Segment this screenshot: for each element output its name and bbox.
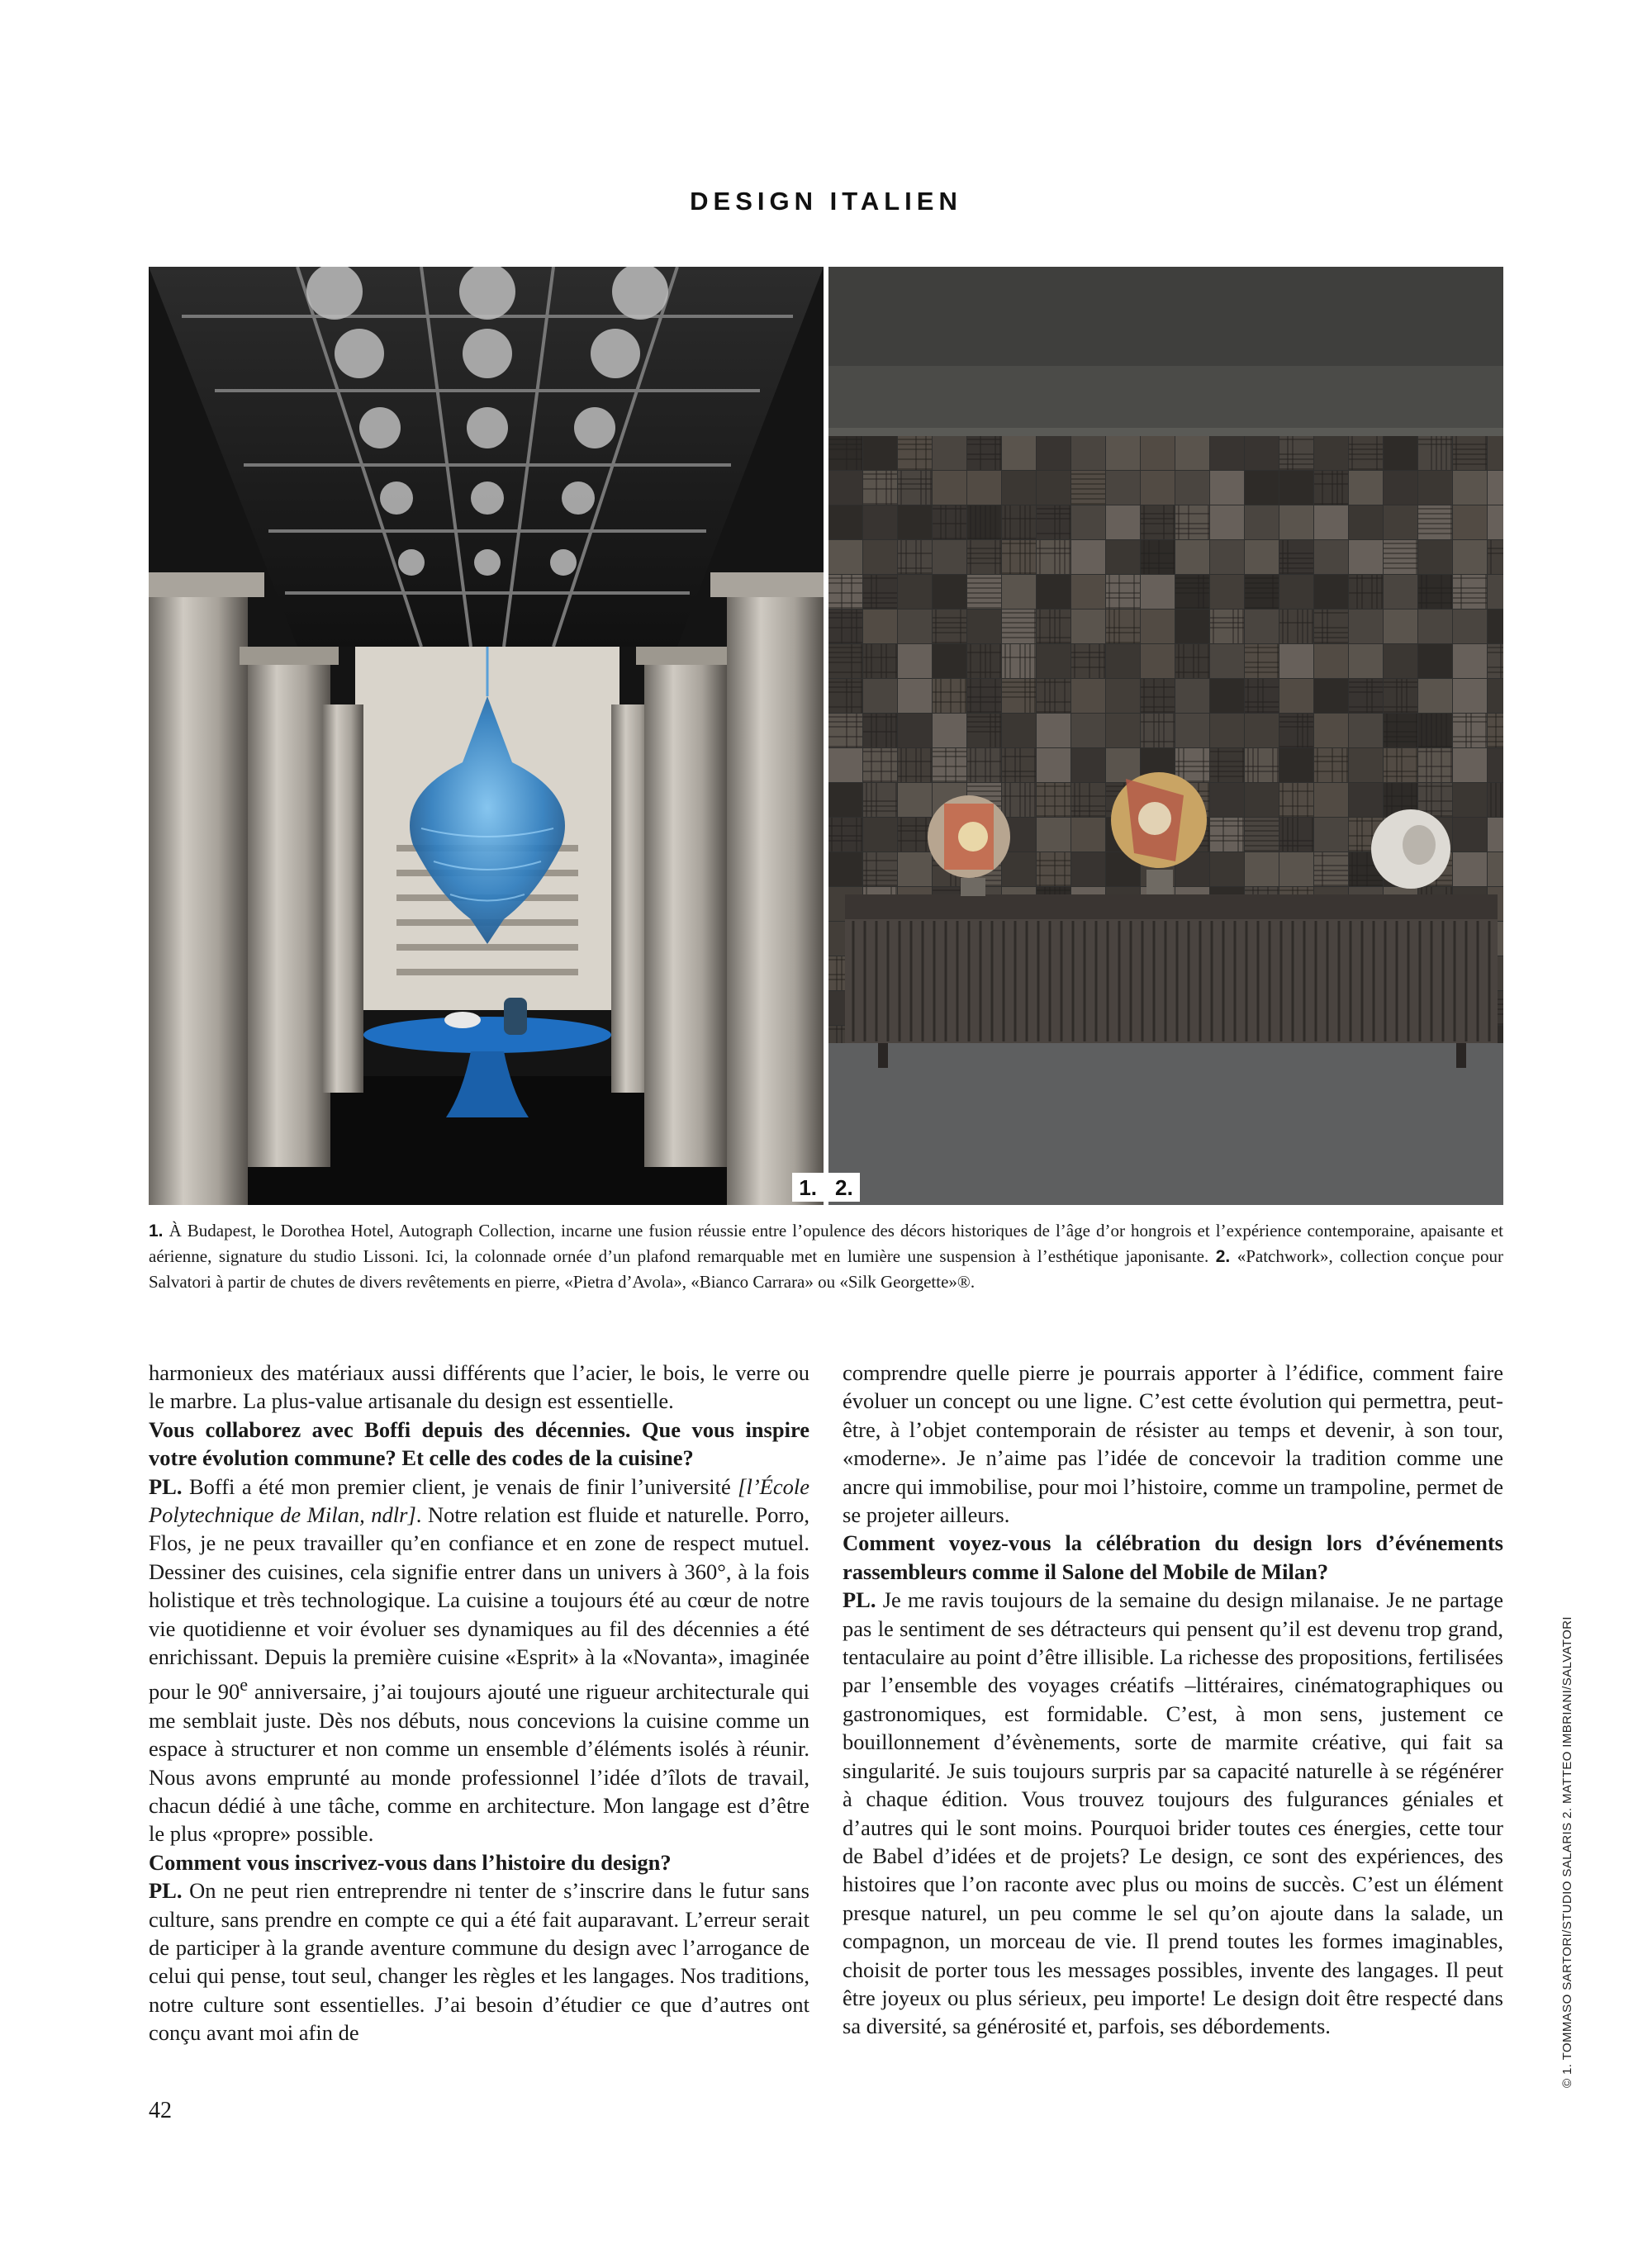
answer-text: Boffi a été mon premier client, je venais de finir l’université xyxy=(182,1473,738,1499)
paragraph: harmonieux des matériaux aussi différents que l’acier, le bois, le verre ou le marbre. La plus-value artisanale du design est essentielle. xyxy=(149,1360,809,1414)
article-column-right xyxy=(843,1359,1503,2041)
photo-caption xyxy=(149,1218,1503,1294)
interview-question: Comment vous inscrivez-vous dans l’histoire du design? xyxy=(149,1849,672,1875)
page-number: 42 xyxy=(149,2098,172,2123)
speaker-label: PL. xyxy=(843,1587,876,1613)
photo-number: 2. xyxy=(828,1173,860,1202)
superscript: e xyxy=(240,1674,249,1696)
answer-text: Je me ravis toujours de la semaine du design milanaise. Je ne partage pas le sentiment de ses détracteurs qui pensent qu’il est devenu trop grand, tentaculaire au point d’être illisible. La richesse des propositions, fertilisées par l’ensemble des voyages créatifs –littéraires, cinématographiques ou gastronomiques, est formidable. C’est, à mon sens, justement ce bouillonnement d’évènements, sorte de marmite créative, qui fait sa singularité. Je suis toujours surpris par sa capacité naturelle à se régénérer à chaque édition. Vous trouvez toujours des fulgurances géniales et d’autres qui le sont moins. Pourquoi brider toutes ces énergies, cette tour de Babel d’idées et de projets? Le design, ce sont des expériences, des histoires que l’on raconte avec plus ou moins de succès. C’est un élément presque naturel, un peu comme le sel qu’on ajoute dans la salade, un compagnon, un morceau de vie. Il prend toutes les formes imaginables, choisit de porter tous les messages possibles, invente des langages. Il peut être joyeux ou plus sérieux, peu importe! Le design doit être respecté dans sa diversité, sa générosité et, parfois, ses débordements. xyxy=(843,1587,1503,2039)
patchwork-stone-wall-photo xyxy=(828,267,1503,1205)
interview-answer xyxy=(843,1586,1503,2041)
caption-number: 1. xyxy=(149,1222,164,1240)
interview-answer xyxy=(149,1876,809,2047)
photo-credit: © 1. TOMMASO SARTORI/STUDIO SALARIS 2. MATTEO IMBRIANI/SALVATORI xyxy=(1560,1616,1574,2088)
caption-text: À Budapest, le Dorothea Hotel, Autograph Collection, incarne une fusion réussie entre l’opulence des décors historiques de l’âge d’or hongrois et l’expérience contemporaine, apaisante et aérienne, signature du studio Lissoni. Ici, la colonnade ornée d’un plafond remarquable met en lumière une suspension à l’esthétique japonisante. xyxy=(149,1221,1503,1266)
answer-text: anniversaire, j’ai toujours ajouté une rigueur architecturale qui me semblait juste. Dès nos débuts, nous concevions la cuisine comme un espace à structurer et non comme un ensemble d’éléments isolés à réunir. Nous avons emprunté au monde professionnel l’idée d’îlots de travail, chacun dédié à une tâche, comme en architecture. Mon langage est d’être le plus «propre» possible. xyxy=(149,1679,810,1847)
answer-text: On ne peut rien entreprendre ni tenter de s’inscrire dans le futur sans culture, sans prendre en compte ce qui a été fait auparavant. L’erreur serait de participer à la grande aventure commune du design avec l’arrogance de celui qui pense, tout seul, changer les règles et les langages. Nos traditions, notre culture sont essentielles. J’ai besoin d’étudier ce que d’autres ont conçu avant moi afin de xyxy=(149,1878,809,2046)
photo-number: 1. xyxy=(792,1173,824,1202)
speaker-label: PL. xyxy=(149,1473,183,1499)
patchwork-wall-illustration xyxy=(828,267,1503,1205)
speaker-label: PL. xyxy=(149,1878,183,1904)
hotel-colonnade-illustration xyxy=(149,267,824,1205)
answer-text: . Notre relation est fluide et naturelle. Porro, Flos, je ne peux travailler qu’en confiance et en zone de respect mutuel. Dessiner des cuisines, cela signifie entrer dans un univers à 360°, à la fois holistique et très technologique. La cuisine a toujours été au cœur de notre vie quotidienne et voir évoluer ses dynamiques au fil des décennies a été enrichissant. Depuis la première cuisine «Esprit» à la «Novanta», imaginée pour le 90 xyxy=(149,1502,809,1705)
interview-question: Vous collaborez avec Boffi depuis des décennies. Que vous inspire votre évolution commune? Et celle des codes de la cuisine? xyxy=(149,1416,809,1471)
editor-note: [l’École Polytechnique de Milan, ndlr] xyxy=(149,1473,809,1528)
section-title: DESIGN ITALIEN xyxy=(690,187,962,216)
hotel-colonnade-photo xyxy=(149,267,824,1205)
article-column-left xyxy=(149,1359,809,2047)
caption-text: «Patchwork», collection conçue pour Salvatori à partir de chutes de divers revêtements en pierre, «Pietra d’Avola», «Bianco Carrara» ou «Silk Georgette»®. xyxy=(149,1246,1504,1292)
caption-number: 2. xyxy=(1215,1247,1231,1266)
paragraph: comprendre quelle pierre je pourrais apporter à l’édifice, comment faire évoluer un concept ou une ligne. C’est cette évolution qui permettra, peut-être, à l’objet contemporain de résister au temps et devenir, à son tour, «moderne». Je n’aime pas l’idée de concevoir la tradition comme une ancre qui immobilise, pour moi l’histoire, comme un trampoline, permet de se projeter ailleurs. xyxy=(843,1360,1503,1528)
interview-question: Comment voyez-vous la célébration du design lors d’événements rassembleurs comme il Salone del Mobile de Milan? xyxy=(843,1530,1503,1584)
interview-answer xyxy=(149,1473,809,1848)
